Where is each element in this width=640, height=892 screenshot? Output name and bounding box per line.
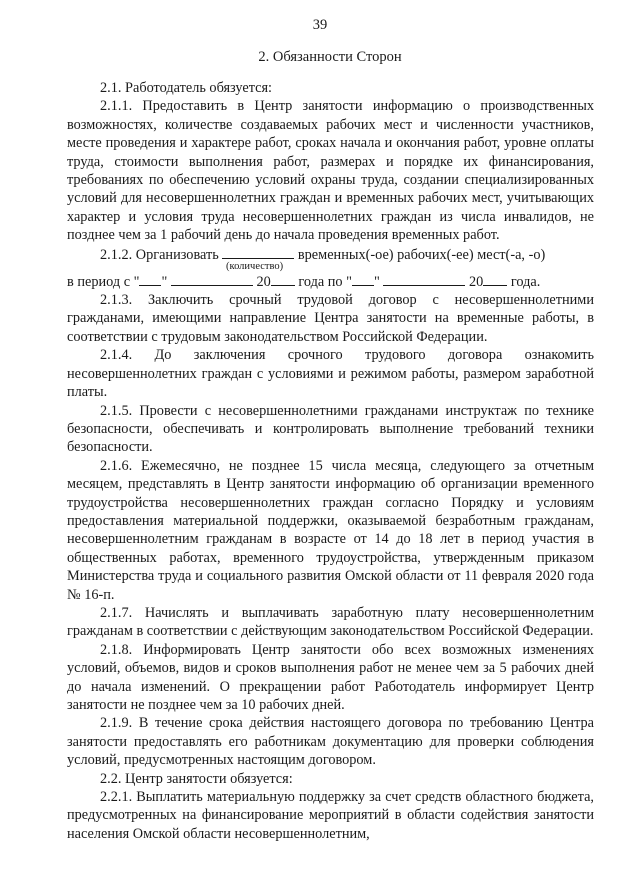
month-from-blank <box>171 272 253 286</box>
clause-2-1-2-lead: 2.1.2. Организовать <box>100 246 219 263</box>
document-body <box>67 79 594 843</box>
clause-2-1-8: 2.1.8. Информировать Центр занятости обо всех возможных изменениях условий, объемов, видов и сроков выполнения работ не менее чем за 5 рабочих дней до начала изменений. О прекращении работ Работодатель информирует Центр занятости не позднее чем за 10 рабочих дней. <box>67 641 594 713</box>
day-to-blank <box>352 272 374 286</box>
clause-2-2: 2.2. Центр занятости обязуется: <box>100 770 293 787</box>
day-from-blank <box>139 272 161 286</box>
clause-2-1-5: 2.1.5. Провести с несовершеннолетними гражданами инструктаж по технике безопасности, обеспечивать и контролировать выполнение требований техники безопасности. <box>67 402 594 456</box>
year-to-blank <box>483 272 507 286</box>
clause-2-1-1: 2.1.1. Предоставить в Центр занятости информацию о производственных возможностях, количестве создаваемых рабочих мест и численности участников, месте проведения и характере работ, сроках начала и окончания работ, уровне оплаты труда, стоимости выполнения работ, размерах и порядке их финансирования, требованиях по обеспечению условий охраны труда, создании специализированных условий для несовершеннолетних граждан и временных рабочих мест, учитывающих характер и условия труда несовершеннолетних граждан из числа инвалидов, не позднее чем за 1 рабочий день до начала проведения временных работ. <box>67 98 594 244</box>
quantity-note: (количество) <box>226 260 284 272</box>
clause-2-1-9: 2.1.9. В течение срока действия настоящего договора по требованию Центра занятости предоставлять его работникам документацию для проверки соблюдения условий, предусмотренных настоящим договором. <box>67 715 594 769</box>
quantity-blank <box>222 245 294 259</box>
period-from-open-quote: в период с " <box>67 273 140 290</box>
period-end: года. <box>510 273 541 290</box>
section-title: 2. Обязанности Сторон <box>258 49 402 65</box>
clause-2-1-3: 2.1.3. Заключить срочный трудовой договор с несовершеннолетними гражданами, имеющими направление Центра занятости на временные работы, в соответствии с трудовым законодательством Российской Федерации. <box>67 292 594 345</box>
year-to-prefix: 20 <box>469 273 484 290</box>
clause-2-1-7: 2.1.7. Начислять и выплачивать заработную плату несовершеннолетним гражданам в соответствии с действующим законодательством Российской Федерации. <box>67 604 594 640</box>
page-number: 39 <box>312 17 328 33</box>
clause-2-1-4: 2.1.4. До заключения срочного трудового договора ознакомить несовершеннолетних граждан с условиями и режимом работы, размером заработной платы. <box>67 347 594 401</box>
year-from-prefix: 20 <box>256 273 271 290</box>
clause-2-1-2 <box>67 245 594 272</box>
clause-2-1-6: 2.1.6. Ежемесячно, не позднее 15 числа месяца, следующего за отчетным месяцем, представлять в Центр занятости информацию об организации временного трудоустройства несовершеннолетних граждан согласно Порядку и условиям предоставления материальной поддержки, оказываемой безработным гражданам, несовершеннолетним гражданам в возрасте от 14 до 18 лет в период участия в общественных работах, временного трудоустройства, утвержденным приказом Министерства труда и социального развития Омской области от 11 февраля 2020 года № 16-п. <box>67 457 594 603</box>
clause-2-1-2-tail: временных(-ое) рабочих(-ее) мест(-а, -о) <box>297 246 546 263</box>
period-to-close-quote: " <box>374 273 380 290</box>
period-from-close-quote: " <box>161 273 168 290</box>
clause-2-2-1: 2.2.1. Выплатить материальную поддержку за счет средств областного бюджета, предусмотренных на финансирование мероприятий в области содействия занятости населения Омской области несовершеннолетним, <box>67 789 594 842</box>
period-to-label: года по " <box>298 273 352 290</box>
month-to-blank <box>383 272 465 286</box>
period-line <box>67 272 594 291</box>
year-from-blank <box>271 272 295 286</box>
clause-2-1: 2.1. Работодатель обязуется: <box>100 80 273 96</box>
